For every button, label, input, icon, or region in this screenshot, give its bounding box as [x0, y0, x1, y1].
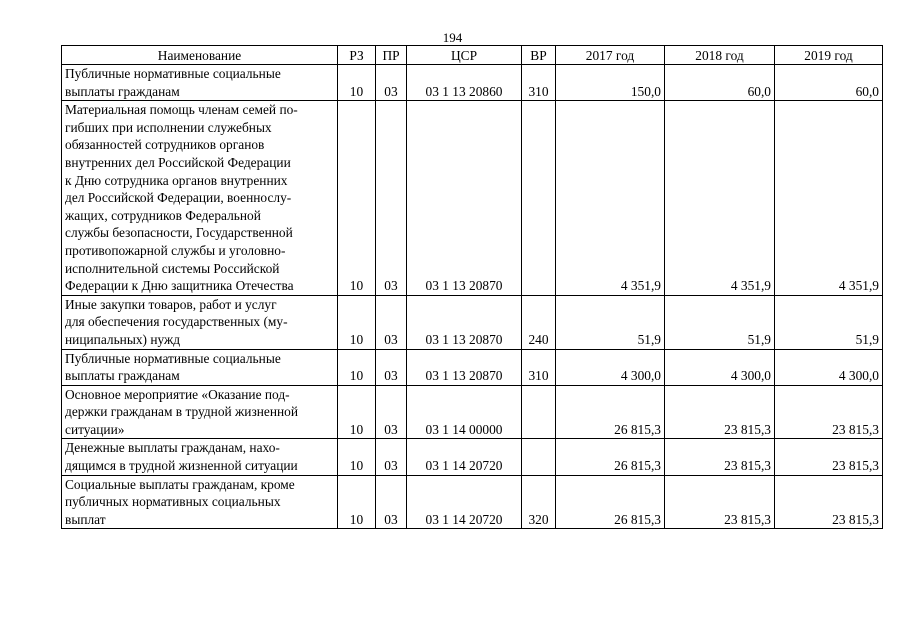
row-2018-cell: 23 815,3: [665, 475, 775, 529]
row-name-line: Иные закупки товаров, работ и услуг: [65, 296, 277, 312]
row-name-cell: [62, 475, 338, 529]
row-2017-cell: 150,0: [556, 65, 665, 101]
row-pr-cell: 03: [376, 385, 407, 439]
row-rz-cell: 10: [338, 101, 376, 296]
row-name-line: держки гражданам в трудной жизненной: [65, 404, 299, 420]
row-name-cell: [62, 295, 338, 349]
row-name-line: Основное мероприятие «Оказание под-: [65, 386, 290, 402]
row-name-line: Публичные нормативные социальные: [65, 350, 281, 366]
row-pr-cell: 03: [376, 295, 407, 349]
row-rz-cell: 10: [338, 385, 376, 439]
page-number: 194: [442, 30, 463, 45]
header-csr: ЦСР: [407, 46, 522, 65]
row-name-cell: [62, 349, 338, 385]
row-2019-cell: 23 815,3: [775, 385, 883, 439]
row-name-line: Денежные выплаты гражданам, нахо-: [65, 440, 280, 456]
row-2018-cell: 51,9: [665, 295, 775, 349]
row-2017-cell: 26 815,3: [556, 385, 665, 439]
row-name-line: выплат: [65, 511, 106, 527]
row-name-line: ниципальных) нужд: [65, 331, 181, 347]
budget-table: [61, 45, 883, 529]
header-2019: 2019 год: [775, 46, 883, 65]
row-name-line: жащих, сотрудников Федеральной: [65, 207, 261, 223]
table-header-row: [62, 46, 883, 65]
row-name-line: исполнительной системы Российской: [65, 260, 280, 276]
row-2018-cell: 4 300,0: [665, 349, 775, 385]
header-2018: 2018 год: [665, 46, 775, 65]
row-rz-cell: 10: [338, 439, 376, 475]
table-row: [62, 295, 883, 349]
row-2019-cell: 4 300,0: [775, 349, 883, 385]
row-vr-cell: 310: [522, 349, 556, 385]
row-name-line: ситуации»: [65, 421, 125, 437]
row-rz-cell: 10: [338, 65, 376, 101]
row-csr-cell: 03 1 14 20720: [407, 475, 522, 529]
row-vr-cell: 240: [522, 295, 556, 349]
row-pr-cell: 03: [376, 65, 407, 101]
row-vr-cell: [522, 439, 556, 475]
row-rz-cell: 10: [338, 349, 376, 385]
row-pr-cell: 03: [376, 349, 407, 385]
row-csr-cell: 03 1 14 20720: [407, 439, 522, 475]
row-name-line: службы безопасности, Государственной: [65, 225, 293, 241]
header-name: Наименование: [62, 46, 338, 65]
table-row: [62, 439, 883, 475]
row-csr-cell: 03 1 13 20870: [407, 295, 522, 349]
row-name-cell: [62, 385, 338, 439]
row-name-line: выплаты гражданам: [65, 368, 180, 384]
header-pr: ПР: [376, 46, 407, 65]
row-name-cell: [62, 65, 338, 101]
row-vr-cell: 310: [522, 65, 556, 101]
row-vr-cell: [522, 101, 556, 296]
row-csr-cell: 03 1 13 20870: [407, 349, 522, 385]
row-name-line: дящимся в трудной жизненной ситуации: [65, 458, 298, 474]
table-row: [62, 349, 883, 385]
row-2019-cell: 4 351,9: [775, 101, 883, 296]
row-name-line: для обеспечения государственных (му-: [65, 314, 288, 330]
header-2017: 2017 год: [556, 46, 665, 65]
row-pr-cell: 03: [376, 101, 407, 296]
row-name-line: противопожарной службы и уголовно-: [65, 242, 286, 258]
row-2019-cell: 60,0: [775, 65, 883, 101]
row-name-line: Публичные нормативные социальные: [65, 66, 281, 81]
row-rz-cell: 10: [338, 475, 376, 529]
table-row: [62, 475, 883, 529]
row-name-line: к Дню сотрудника органов внутренних: [65, 172, 288, 188]
row-2018-cell: 23 815,3: [665, 385, 775, 439]
table-row: [62, 65, 883, 101]
row-vr-cell: [522, 385, 556, 439]
header-rz: РЗ: [338, 46, 376, 65]
row-2017-cell: 26 815,3: [556, 475, 665, 529]
row-csr-cell: 03 1 13 20860: [407, 65, 522, 101]
row-name-line: публичных нормативных социальных: [65, 494, 281, 510]
row-name-line: гибших при исполнении служебных: [65, 119, 272, 135]
row-vr-cell: 320: [522, 475, 556, 529]
row-pr-cell: 03: [376, 439, 407, 475]
row-2017-cell: 4 351,9: [556, 101, 665, 296]
row-name-cell: [62, 439, 338, 475]
row-name-line: Федерации к Дню защитника Отечества: [65, 278, 294, 294]
row-name-line: внутренних дел Российской Федерации: [65, 154, 291, 170]
row-2019-cell: 51,9: [775, 295, 883, 349]
row-2017-cell: 26 815,3: [556, 439, 665, 475]
row-name-line: выплаты гражданам: [65, 83, 180, 99]
row-csr-cell: 03 1 14 00000: [407, 385, 522, 439]
row-rz-cell: 10: [338, 295, 376, 349]
row-2017-cell: 51,9: [556, 295, 665, 349]
row-2018-cell: 60,0: [665, 65, 775, 101]
row-name-cell: [62, 101, 338, 296]
row-2017-cell: 4 300,0: [556, 349, 665, 385]
table-row: [62, 385, 883, 439]
row-csr-cell: 03 1 13 20870: [407, 101, 522, 296]
row-2018-cell: 23 815,3: [665, 439, 775, 475]
row-name-line: дел Российской Федерации, военнослу-: [65, 190, 292, 206]
row-2019-cell: 23 815,3: [775, 475, 883, 529]
row-2019-cell: 23 815,3: [775, 439, 883, 475]
row-2018-cell: 4 351,9: [665, 101, 775, 296]
row-name-line: Материальная помощь членам семей по-: [65, 102, 298, 118]
table-row: [62, 101, 883, 296]
row-pr-cell: 03: [376, 475, 407, 529]
row-name-line: Социальные выплаты гражданам, кроме: [65, 476, 295, 492]
header-vr: ВР: [522, 46, 556, 65]
row-name-line: обязанностей сотрудников органов: [65, 137, 265, 153]
table-body: [62, 65, 883, 529]
